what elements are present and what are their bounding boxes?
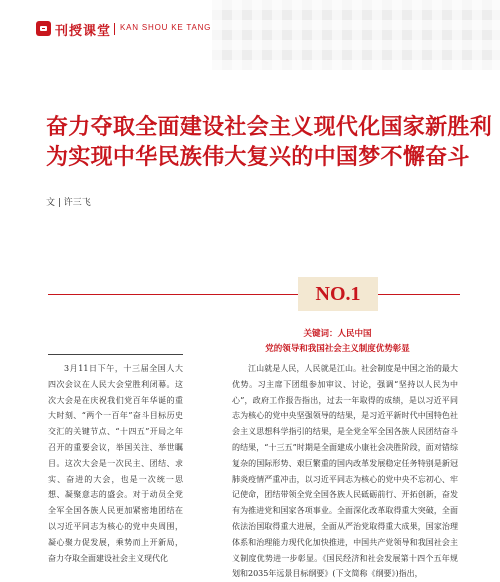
- right-column: [232, 361, 458, 582]
- title-line-2: 为实现中华民族伟大复兴的中国梦不懈奋斗: [46, 145, 470, 170]
- brand-name: 刊授课堂: [55, 24, 112, 39]
- column-rule: [48, 354, 183, 355]
- section-subtitle: 党的领导和我国社会主义制度优势彰显: [265, 344, 410, 354]
- brand-divider: [114, 23, 115, 35]
- section-number: NO.1: [315, 282, 361, 305]
- section-number-badge: [298, 277, 378, 311]
- header-pattern: [212, 0, 500, 70]
- title-line-1: 奋力夺取全面建设社会主义现代化国家新胜利: [46, 115, 493, 140]
- left-column-text: 3月11日下午，十三届全国人大四次会议在人民大会堂胜利闭幕。这次大会是在庆祝我们党百年华诞的重大时刻、“两个一百年”奋斗目标历史交汇的关键节点、“十四五”开局之年召开的重要会议，举国关注、举世瞩目。这次大会是一次民主、团结、求实、奋进的大会，也是一次统一思想、凝聚意志的盛会。对于动员全党全军全国各族人民更加紧密地团结在以习近平同志为核心的党中央周围，凝心聚力促发展，乘势而上开新局，奋力夺取全面建设社会主义现代化: [48, 364, 183, 563]
- right-column-text: 江山就是人民，人民就是江山。社会制度是中国之治的最大优势。习主席下团组参加审议、讨论，强调“坚持以人民为中心”，政府工作报告指出，过去一年取得的成绩，是以习近平同志为核心的党中央坚强领导的结果，是习近平新时代中国特色社会主义思想科学指引的结果，是全党全军全国各族人民团结奋斗的结果，“十三五”时期是全面建成小康社会决胜阶段，面对错综复杂的国际形势、艰巨繁重的国内改革发展稳定任务特别是新冠肺炎疫情严重冲击，以习近平同志为核心的党中央不忘初心、牢记使命，团结带领全党全国各族人民砥砺前行、开拓创新，奋发有为推进党和国家各项事业。全面深化改革取得重大突破，全面依法治国取得重大进展，全面从严治党取得重大成果，国家治理体系和治理能力现代化加快推进，中国共产党领导和我国社会主义制度优势进一步彰显。《国民经济和社会发展第十四个五年规划和2035年远景目标纲要》(下文简称《纲要》)指出，: [232, 364, 458, 579]
- brand-name-en: KAN SHOU KE TANG: [120, 23, 212, 32]
- author-byline: 文 | 许三飞: [46, 198, 91, 208]
- brand-logo-icon: [36, 21, 51, 36]
- section-keyword: 关键词：人民中国: [303, 329, 372, 339]
- article-title: [46, 113, 493, 173]
- section-rule-left: [48, 294, 298, 295]
- left-column: [48, 354, 183, 566]
- page-header: [0, 0, 500, 70]
- section-rule-right: [378, 294, 460, 295]
